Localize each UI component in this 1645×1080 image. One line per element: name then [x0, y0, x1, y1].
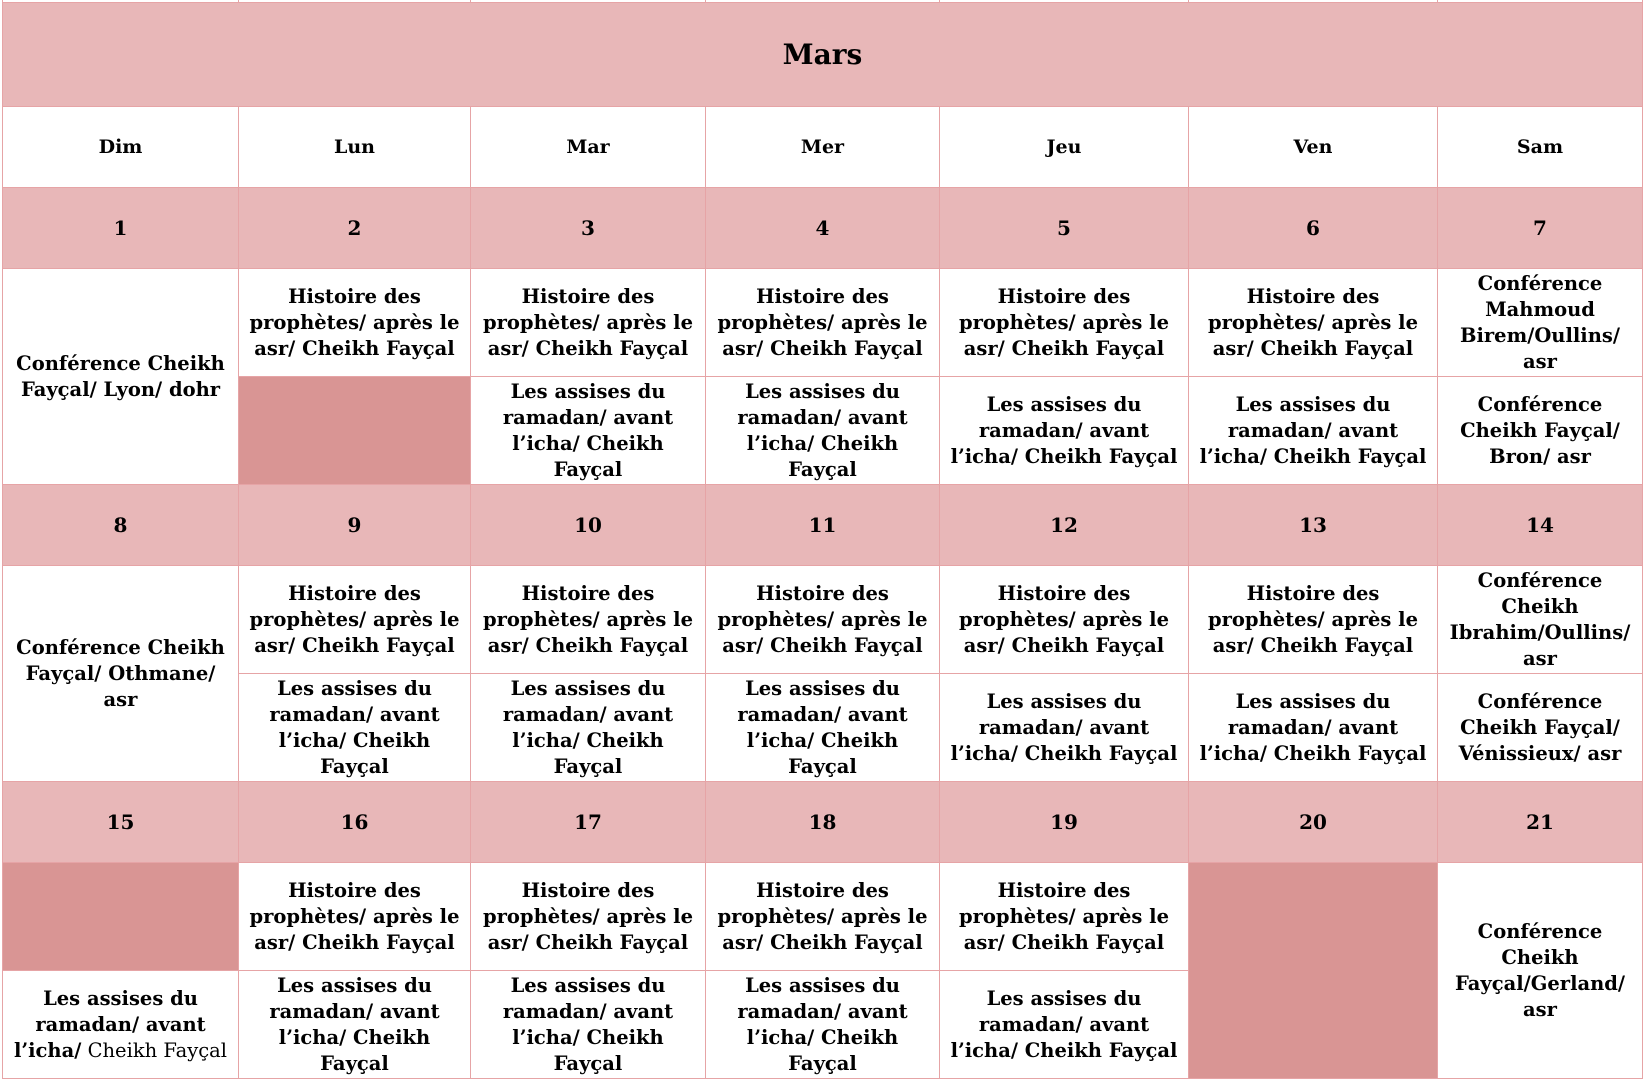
date-cell: 11	[706, 485, 940, 566]
date-cell: 18	[706, 782, 940, 863]
date-cell: 4	[706, 188, 940, 269]
week-2-events-top	[3, 566, 1643, 674]
date-cell: 13	[1189, 485, 1438, 566]
event-cell: Conférence Mahmoud Birem/Oullins/ asr	[1438, 269, 1643, 377]
event-cell: Conférence Cheikh Fayçal/ Lyon/ dohr	[3, 269, 239, 485]
month-title: Mars	[3, 3, 1643, 107]
week-1-events-top	[3, 269, 1643, 377]
event-cell: Les assises du ramadan/ avant l’icha/ Cheikh Fayçal	[940, 377, 1189, 485]
event-cell: Les assises du ramadan/ avant l’icha/ Cheikh Fayçal	[940, 674, 1189, 782]
event-text-normal: Cheikh Fayçal	[81, 1038, 228, 1062]
week-2-dates	[3, 485, 1643, 566]
date-cell: 14	[1438, 485, 1643, 566]
date-cell: 12	[940, 485, 1189, 566]
event-cell: Les assises du ramadan/ avant l’icha/ Cheikh Fayçal	[239, 971, 471, 1079]
calendar-table	[2, 0, 1643, 1079]
empty-cell	[3, 863, 239, 971]
date-cell: 21	[1438, 782, 1643, 863]
weekday-row	[3, 107, 1643, 188]
weekday-sam: Sam	[1438, 107, 1643, 188]
event-cell: Histoire des prophètes/ après le asr/ Cheikh Fayçal	[471, 566, 706, 674]
date-cell: 6	[1189, 188, 1438, 269]
date-cell: 1	[3, 188, 239, 269]
event-cell: Les assises du ramadan/ avant l’icha/ Cheikh Fayçal	[706, 674, 940, 782]
event-cell: Conférence Cheikh Fayçal/ Vénissieux/ asr	[1438, 674, 1643, 782]
event-cell: Les assises du ramadan/ avant l’icha/ Cheikh Fayçal	[1189, 674, 1438, 782]
date-cell: 5	[940, 188, 1189, 269]
calendar-page	[2, 0, 1642, 1079]
event-cell: Histoire des prophètes/ après le asr/ Cheikh Fayçal	[706, 566, 940, 674]
empty-cell	[239, 377, 471, 485]
date-cell: 15	[3, 782, 239, 863]
event-cell: Conférence Cheikh Fayçal/ Bron/ asr	[1438, 377, 1643, 485]
event-cell: Les assises du ramadan/ avant l’icha/ Cheikh Fayçal	[239, 674, 471, 782]
date-cell: 10	[471, 485, 706, 566]
date-cell: 7	[1438, 188, 1643, 269]
event-cell: Les assises du ramadan/ avant l’icha/ Cheikh Fayçal	[1189, 377, 1438, 485]
event-cell: Histoire des prophètes/ après le asr/ Cheikh Fayçal	[239, 863, 471, 971]
event-cell: Les assises du ramadan/ avant l’icha/ Cheikh Fayçal	[471, 674, 706, 782]
event-cell: Les assises du ramadan/ avant l’icha/ Cheikh Fayçal	[706, 971, 940, 1079]
event-cell: Histoire des prophètes/ après le asr/ Cheikh Fayçal	[1189, 269, 1438, 377]
month-header-row	[3, 3, 1643, 107]
weekday-dim: Dim	[3, 107, 239, 188]
event-cell: Histoire des prophètes/ après le asr/ Cheikh Fayçal	[940, 269, 1189, 377]
date-cell: 3	[471, 188, 706, 269]
event-cell: Les assises du ramadan/ avant l’icha/ Cheikh Fayçal	[706, 377, 940, 485]
event-cell: Histoire des prophètes/ après le asr/ Cheikh Fayçal	[706, 269, 940, 377]
date-cell: 9	[239, 485, 471, 566]
week-1-events-bottom	[3, 377, 1643, 485]
event-cell: Histoire des prophètes/ après le asr/ Cheikh Fayçal	[471, 863, 706, 971]
event-cell: Histoire des prophètes/ après le asr/ Cheikh Fayçal	[239, 269, 471, 377]
weekday-mar: Mar	[471, 107, 706, 188]
empty-cell	[1189, 863, 1438, 1079]
date-cell: 20	[1189, 782, 1438, 863]
event-cell: Histoire des prophètes/ après le asr/ Cheikh Fayçal	[940, 566, 1189, 674]
event-cell: Conférence Cheikh Ibrahim/Oullins/ asr	[1438, 566, 1643, 674]
weekday-lun: Lun	[239, 107, 471, 188]
event-cell: Les assises du ramadan/ avant l’icha/ Cheikh Fayçal	[940, 971, 1189, 1079]
weekday-ven: Ven	[1189, 107, 1438, 188]
event-text-bold: Les assises du ramadan/ avant l’icha/	[13, 986, 206, 1062]
event-cell: Les assises du ramadan/ avant l’icha/ Cheikh Fayçal	[471, 971, 706, 1079]
event-cell: Histoire des prophètes/ après le asr/ Cheikh Fayçal	[706, 863, 940, 971]
event-cell-mixed	[3, 971, 239, 1079]
date-cell: 16	[239, 782, 471, 863]
week-2-events-bottom	[3, 674, 1643, 782]
date-cell: 8	[3, 485, 239, 566]
event-cell: Histoire des prophètes/ après le asr/ Cheikh Fayçal	[239, 566, 471, 674]
event-cell: Histoire des prophètes/ après le asr/ Cheikh Fayçal	[471, 269, 706, 377]
event-cell: Conférence Cheikh Fayçal/Gerland/ asr	[1438, 863, 1643, 1079]
week-3-events-top	[3, 863, 1643, 971]
date-cell: 17	[471, 782, 706, 863]
week-1-dates	[3, 188, 1643, 269]
event-cell: Les assises du ramadan/ avant l’icha/ Cheikh Fayçal	[471, 377, 706, 485]
week-3-dates	[3, 782, 1643, 863]
weekday-mer: Mer	[706, 107, 940, 188]
event-cell: Histoire des prophètes/ après le asr/ Cheikh Fayçal	[1189, 566, 1438, 674]
weekday-jeu: Jeu	[940, 107, 1189, 188]
date-cell: 2	[239, 188, 471, 269]
event-cell: Conférence Cheikh Fayçal/ Othmane/ asr	[3, 566, 239, 782]
date-cell: 19	[940, 782, 1189, 863]
event-cell: Histoire des prophètes/ après le asr/ Cheikh Fayçal	[940, 863, 1189, 971]
